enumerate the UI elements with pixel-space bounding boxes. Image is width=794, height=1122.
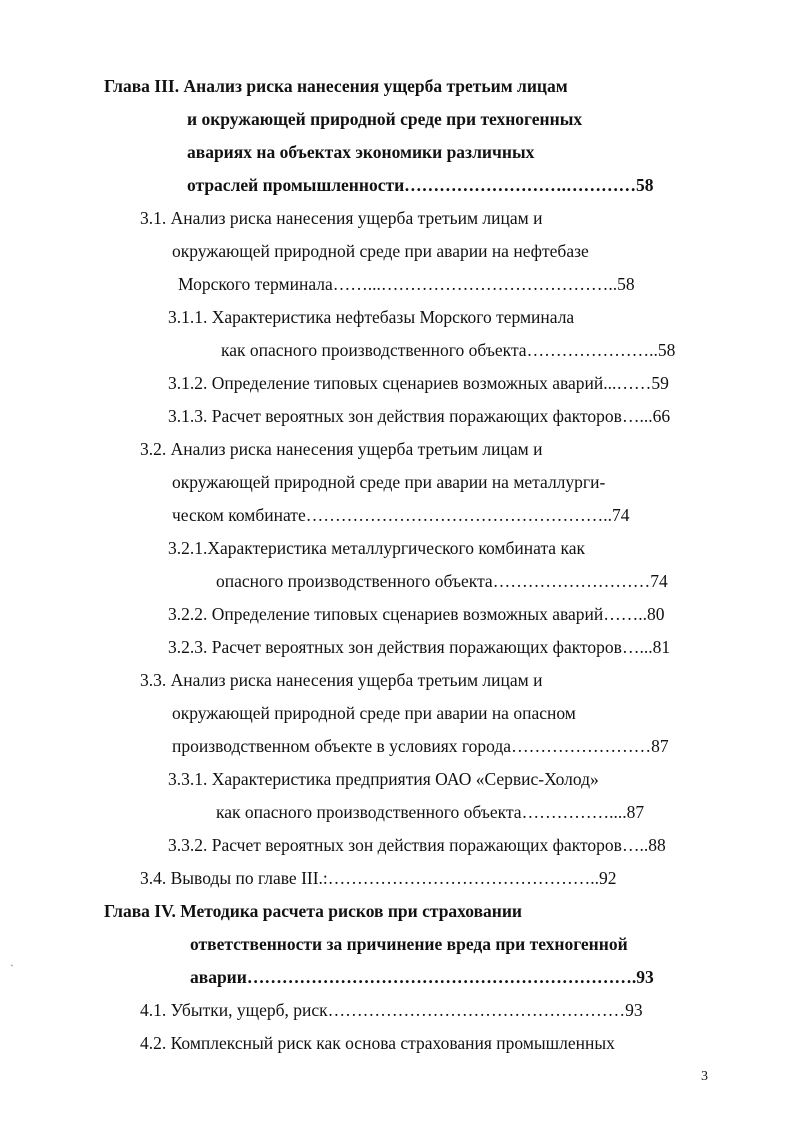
toc-line-ch4-title-2: ответственности за причинение вреда при техногенной: [190, 934, 628, 954]
toc-line-3-4: 3.4. Выводы по главе III.:………………………………………..92: [140, 868, 617, 888]
toc-line-3-1-1-cont: как опасного производственного объекта…………………..58: [221, 340, 676, 360]
toc-line-3-3-1-cont: как опасного производственного объекта……………....87: [216, 802, 645, 822]
toc-line-3-2: 3.2. Анализ риска нанесения ущерба третьим лицам и: [140, 439, 543, 459]
toc-line-3-1-cont: окружающей природной среде при аварии на нефтебазе: [172, 241, 589, 261]
page-number: 3: [701, 1069, 708, 1084]
toc-line-3-1-1: 3.1.1. Характеристика нефтебазы Морского терминала: [168, 307, 575, 327]
margin-mark: `: [10, 962, 14, 976]
toc-line-ch3-title: Глава III. Анализ риска нанесения ущерба третьим лицам: [104, 76, 568, 96]
toc-line-3-2-2: 3.2.2. Определение типовых сценариев возможных аварий……..80: [168, 604, 665, 624]
toc-line-3-1: 3.1. Анализ риска нанесения ущерба третьим лицам и: [140, 208, 543, 228]
toc-line-3-2-cont-2: ческом комбинате……………………………………………..74: [172, 505, 630, 525]
toc-line-3-3-2: 3.3.2. Расчет вероятных зон действия поражающих факторов…..88: [168, 835, 666, 855]
toc-line-3-1-cont-2: Морского терминала……...…………………………………..58: [178, 274, 635, 294]
toc-line-ch3-title-3: авариях на объектах экономики различных: [187, 142, 535, 162]
toc-line-ch3-title-4: отраслей промышленности……………………….…………58: [187, 175, 654, 195]
toc-line-3-3-cont-2: производственном объекте в условиях города……………………87: [172, 736, 669, 756]
toc-line-3-3-1: 3.3.1. Характеристика предприятия ОАО «Сервис-Холод»: [168, 769, 599, 789]
toc-line-3-1-3: 3.1.3. Расчет вероятных зон действия поражающих факторов…...66: [168, 406, 671, 426]
toc-line-4-2: 4.2. Комплексный риск как основа страхования промышленных: [140, 1033, 615, 1053]
toc-line-3-1-2: 3.1.2. Определение типовых сценариев возможных аварий...……59: [168, 373, 669, 393]
toc-line-3-2-3: 3.2.3. Расчет вероятных зон действия поражающих факторов…...81: [168, 637, 671, 657]
toc-line-ch4-title: Глава IV. Методика расчета рисков при страховании: [104, 901, 523, 921]
toc-line-ch3-title-2: и окружающей природной среде при техногенных: [187, 109, 583, 129]
toc-line-ch4-title-3: аварии………………………………………………………….93: [190, 967, 654, 987]
toc-line-3-2-1: 3.2.1.Характеристика металлургического комбината как: [168, 538, 585, 558]
toc-line-3-3: 3.3. Анализ риска нанесения ущерба третьим лицам и: [140, 670, 543, 690]
toc-line-3-2-cont: окружающей природной среде при аварии на металлурги-: [172, 472, 606, 492]
toc-line-4-1: 4.1. Убытки, ущерб, риск……………………………………………93: [140, 1000, 643, 1020]
toc-line-3-2-1-cont: опасного производственного объекта………………………74: [216, 571, 668, 591]
toc-line-3-3-cont: окружающей природной среде при аварии на опасном: [172, 703, 576, 723]
